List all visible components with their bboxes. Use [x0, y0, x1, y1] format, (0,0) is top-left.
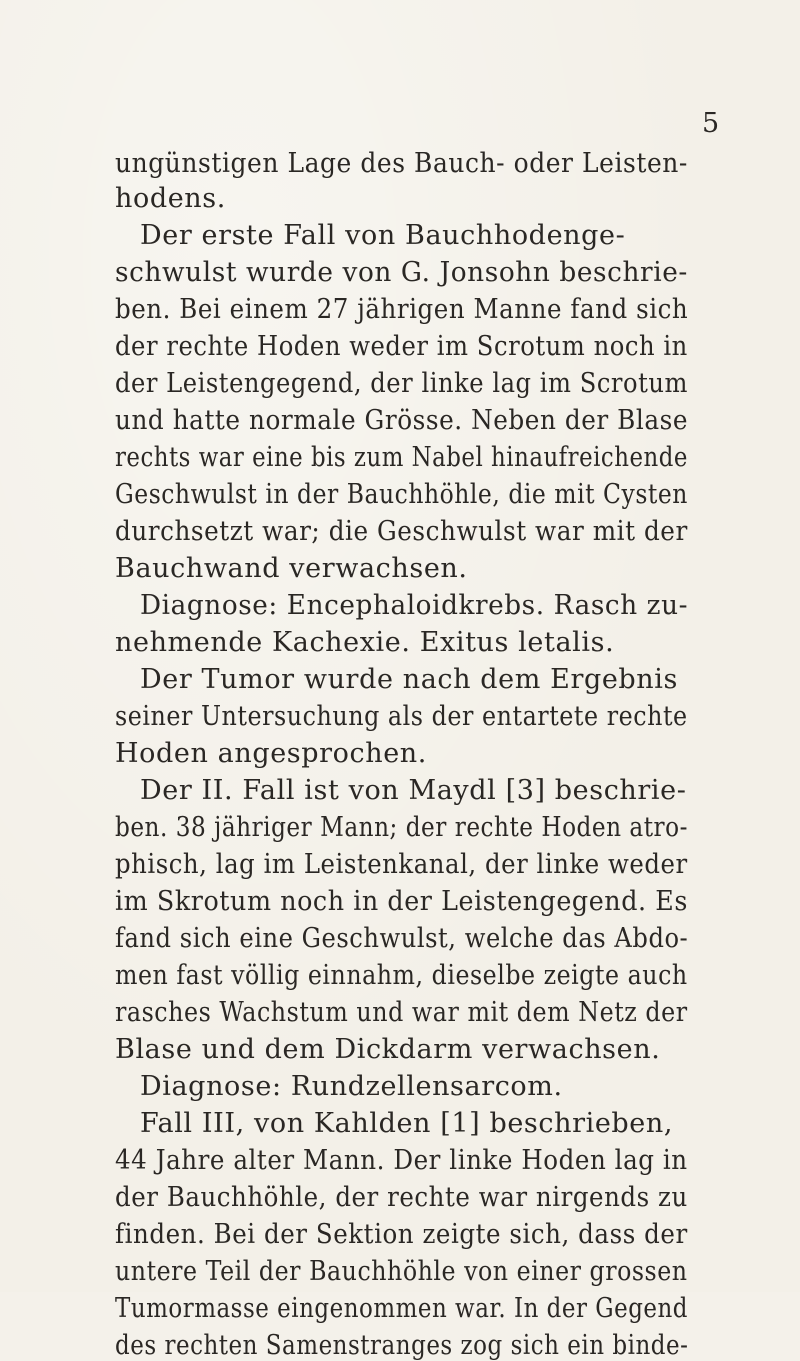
text-line: 44 Jahre alter Mann. Der linke Hoden lag in: [115, 1145, 688, 1176]
page-number: 5: [702, 108, 720, 139]
text-line: Der Tumor wurde nach dem Ergebnis: [140, 664, 678, 695]
text-line: und hatte normale Grösse. Neben der Blase: [115, 405, 689, 436]
text-line: Der erste Fall von Bauchhodenge-: [140, 220, 626, 251]
text-line: der Leistengegend, der linke lag im Scrotum: [115, 368, 688, 399]
text-line: Blase und dem Dickdarm verwachsen.: [115, 1034, 661, 1065]
text-line: der Bauchhöhle, der rechte war nirgends zu: [115, 1182, 688, 1213]
text-line: hodens.: [115, 183, 226, 214]
text-line: durchsetzt war; die Geschwulst war mit der: [115, 516, 688, 547]
text-line: Hoden angesprochen.: [115, 738, 427, 769]
text-line: untere Teil der Bauchhöhle von einer grossen: [115, 1256, 688, 1287]
text-line: im Skrotum noch in der Leistengegend. Es: [115, 886, 688, 917]
text-line: Der II. Fall ist von Maydl [3] beschrie-: [140, 775, 687, 806]
text-line: phisch, lag im Leistenkanal, der linke weder: [115, 849, 688, 880]
text-line: Geschwulst in der Bauchhöhle, die mit Cysten: [115, 479, 688, 510]
text-line: ungünstigen Lage des Bauch- oder Leisten-: [115, 148, 688, 179]
text-line: ben. Bei einem 27 jährigen Manne fand sich: [115, 294, 689, 325]
text-line: nehmende Kachexie. Exitus letalis.: [115, 627, 615, 658]
text-line: Tumormasse eingenommen war. In der Gegend: [115, 1293, 688, 1324]
text-line: Diagnose: Encephaloidkrebs. Rasch zu-: [140, 590, 689, 621]
text-line: ben. 38 jähriger Mann; der rechte Hoden atro-: [115, 812, 688, 843]
text-line: rechts war eine bis zum Nabel hinaufreichende: [115, 442, 688, 473]
text-line: der rechte Hoden weder im Scrotum noch in: [115, 331, 688, 362]
text-line: rasches Wachstum und war mit dem Netz der: [115, 997, 688, 1028]
text-line: des rechten Samenstranges zog sich ein binde-: [115, 1330, 689, 1361]
text-line: Diagnose: Rundzellensarcom.: [140, 1071, 563, 1102]
text-line: finden. Bei der Sektion zeigte sich, dass der: [115, 1219, 688, 1250]
text-line: seiner Untersuchung als der entartete rechte: [115, 701, 688, 732]
text-line: Bauchwand verwachsen.: [115, 553, 468, 584]
text-line: fand sich eine Geschwulst, welche das Abdo-: [115, 923, 689, 954]
text-line: Fall III, von Kahlden [1] beschrieben,: [140, 1108, 674, 1139]
text-line: men fast völlig einnahm, dieselbe zeigte auch: [115, 960, 688, 991]
text-line: schwulst wurde von G. Jonsohn beschrie-: [115, 257, 688, 288]
